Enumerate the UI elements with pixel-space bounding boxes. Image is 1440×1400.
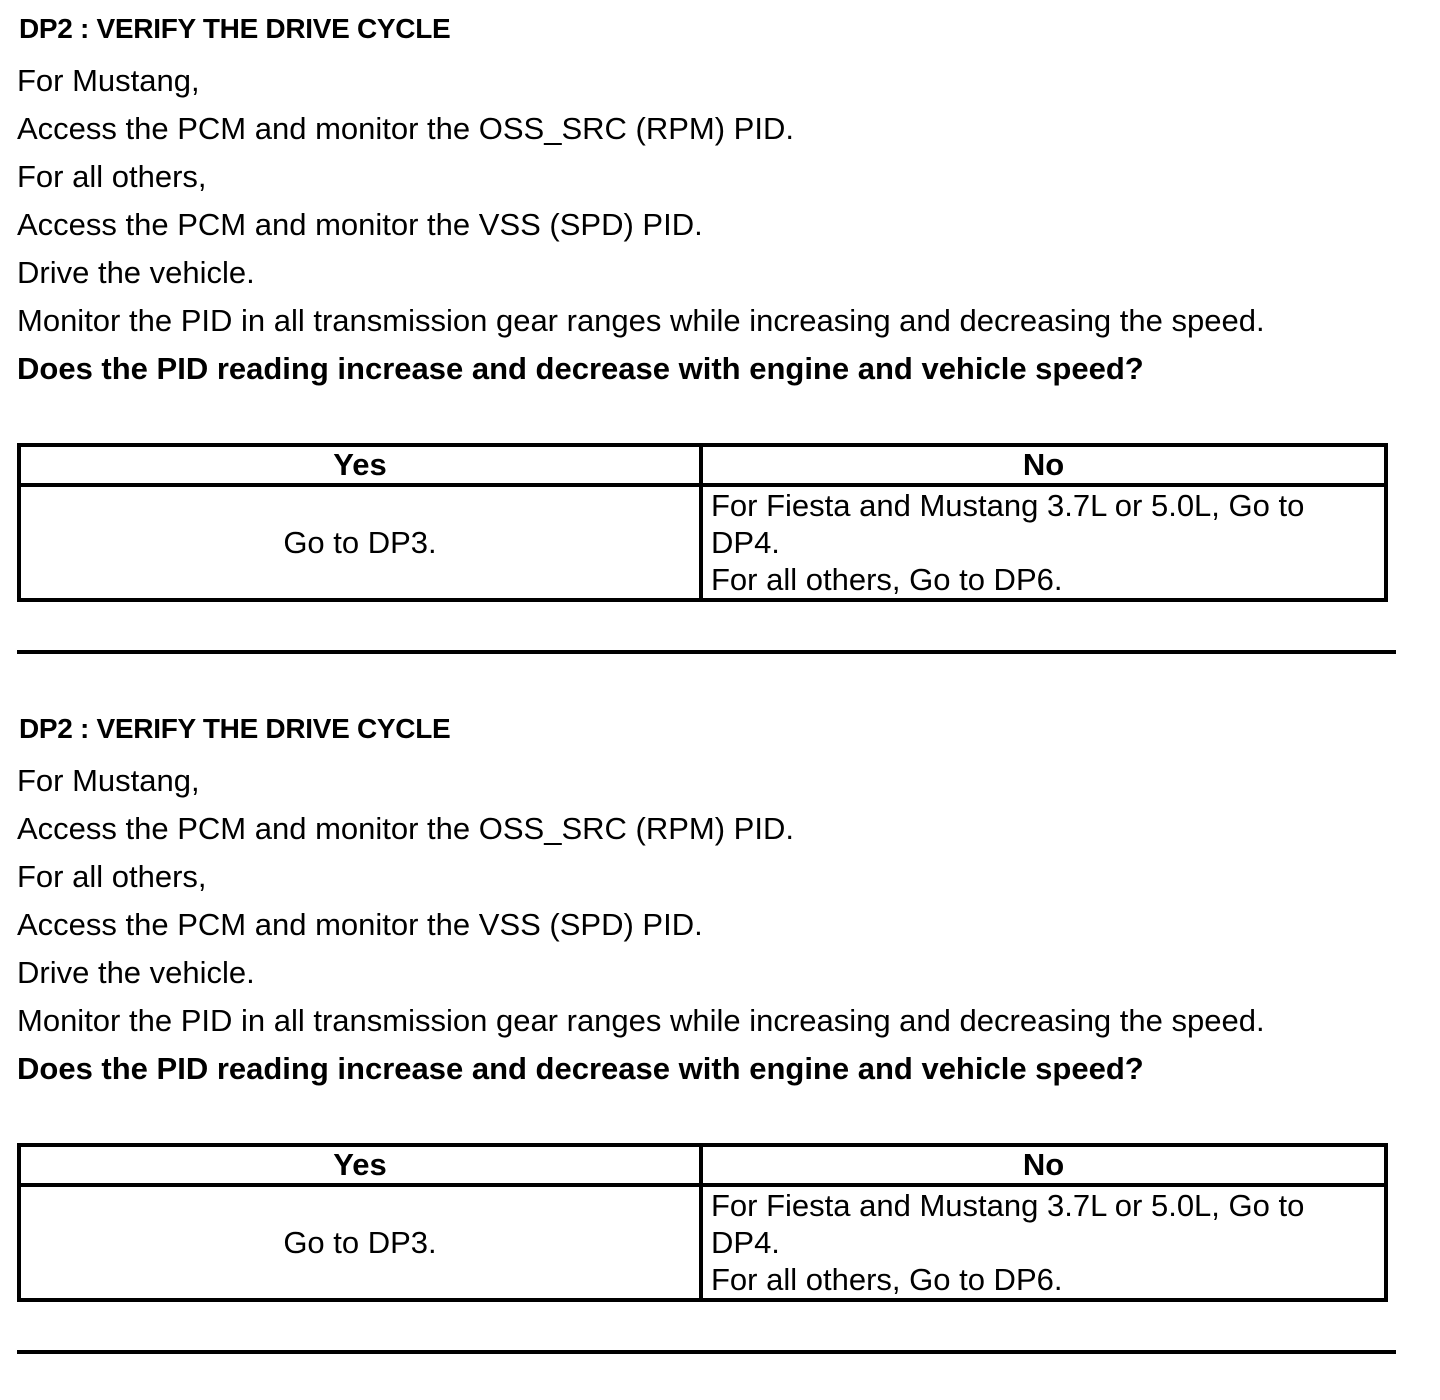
- step-question: Does the PID reading increase and decrease with engine and vehicle speed?: [17, 1051, 1144, 1086]
- instruction-line: Drive the vehicle.: [17, 955, 255, 990]
- step-heading: DP2 : VERIFY THE DRIVE CYCLE: [19, 13, 451, 44]
- yes-header: Yes: [19, 1145, 701, 1185]
- instruction-line: Monitor the PID in all transmission gear ranges while increasing and decreasing the speed.: [17, 303, 1265, 338]
- instruction-line: Access the PCM and monitor the VSS (SPD) PID.: [17, 907, 703, 942]
- no-action-line: For all others, Go to DP6.: [711, 562, 1063, 597]
- no-action-line: For Fiesta and Mustang 3.7L or 5.0L, Go to: [711, 1188, 1305, 1223]
- table-header-row: [19, 1145, 1386, 1185]
- no-action-line: For Fiesta and Mustang 3.7L or 5.0L, Go to: [711, 488, 1305, 523]
- section-divider: [17, 650, 1396, 654]
- table-header-row: [19, 445, 1386, 485]
- decision-table: [17, 443, 1388, 602]
- no-header: No: [701, 1145, 1386, 1185]
- yes-action: Go to DP3.: [19, 1185, 701, 1300]
- table-row: [19, 1185, 1386, 1300]
- table-row: [19, 485, 1386, 600]
- instruction-line: For all others,: [17, 159, 207, 194]
- no-action-line: DP4.: [711, 525, 780, 560]
- instruction-line: Monitor the PID in all transmission gear ranges while increasing and decreasing the speed.: [17, 1003, 1265, 1038]
- instruction-line: For Mustang,: [17, 763, 200, 798]
- diagnostic-step-2: [0, 700, 1440, 1400]
- instruction-line: For all others,: [17, 859, 207, 894]
- instruction-line: Drive the vehicle.: [17, 255, 255, 290]
- instruction-line: Access the PCM and monitor the VSS (SPD) PID.: [17, 207, 703, 242]
- instruction-line: For Mustang,: [17, 63, 200, 98]
- no-action: [701, 1185, 1386, 1300]
- step-instructions: [17, 57, 1427, 393]
- instruction-line: Access the PCM and monitor the OSS_SRC (RPM) PID.: [17, 111, 794, 146]
- decision-table: [17, 1143, 1388, 1302]
- instruction-line: Access the PCM and monitor the OSS_SRC (RPM) PID.: [17, 811, 794, 846]
- yes-header: Yes: [19, 445, 701, 485]
- no-action: [701, 485, 1386, 600]
- no-action-line: DP4.: [711, 1225, 780, 1260]
- step-heading: DP2 : VERIFY THE DRIVE CYCLE: [19, 713, 451, 744]
- no-action-line: For all others, Go to DP6.: [711, 1262, 1063, 1297]
- step-instructions: [17, 757, 1427, 1093]
- section-divider: [17, 1350, 1396, 1354]
- yes-action: Go to DP3.: [19, 485, 701, 600]
- no-header: No: [701, 445, 1386, 485]
- step-question: Does the PID reading increase and decrease with engine and vehicle speed?: [17, 351, 1144, 386]
